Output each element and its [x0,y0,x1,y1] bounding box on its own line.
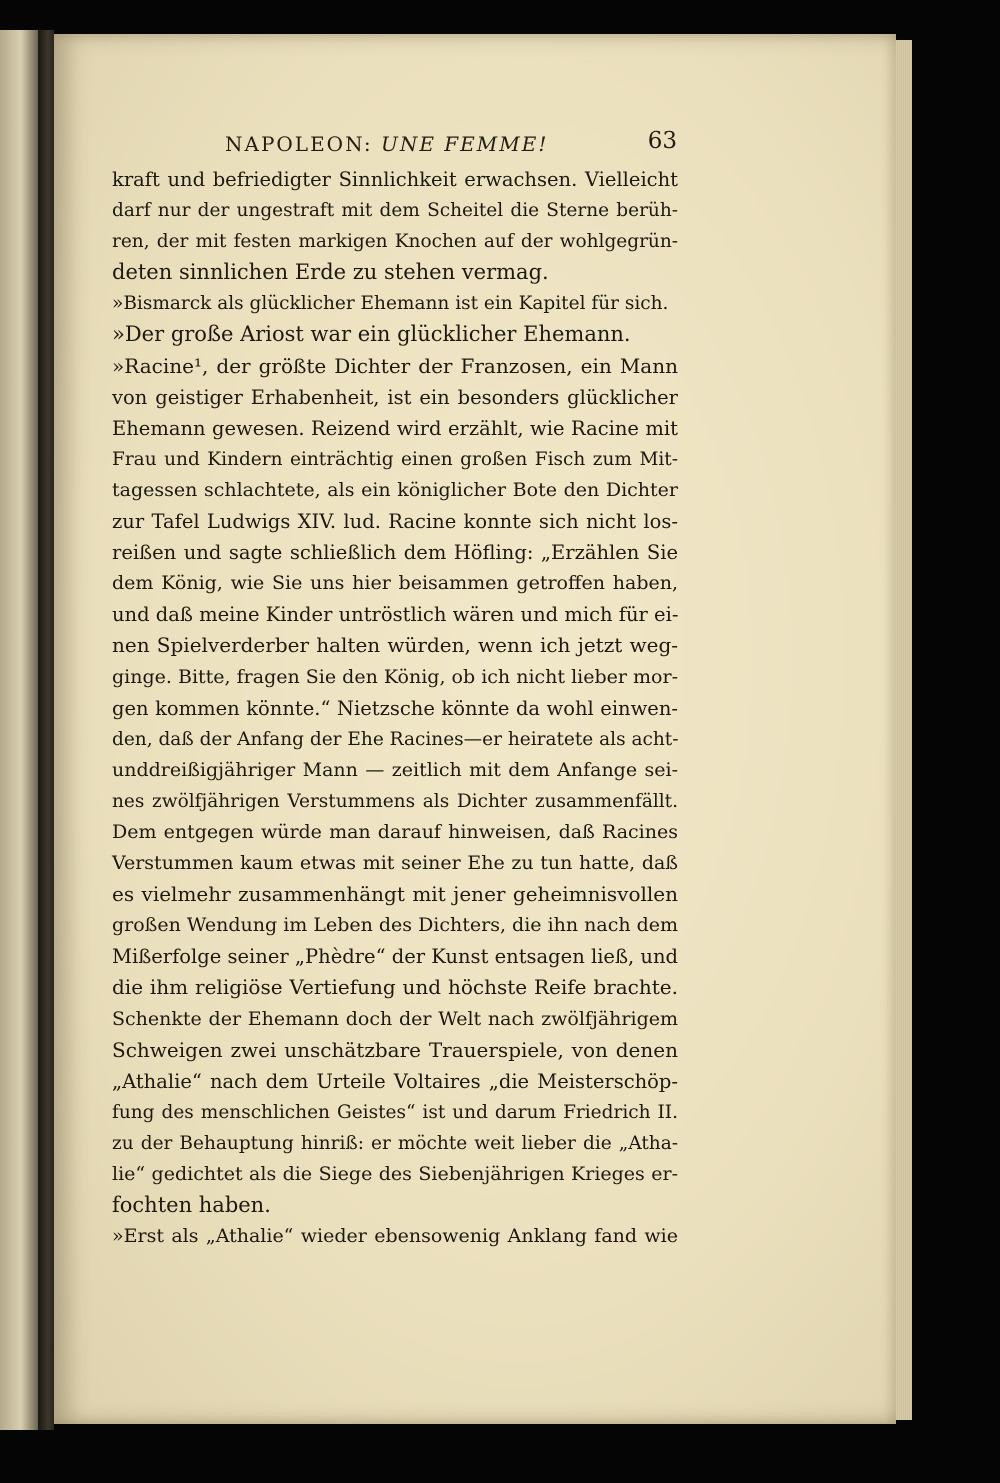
text-line: Verstummen kaum etwas mit seiner Ehe zu tun hatte, daß [112,852,678,875]
text-line: zur Tafel Ludwigs XIV. lud. Racine konnte sich nicht los- [112,510,678,534]
text-line: »Racine¹, der größte Dichter der Franzosen, ein Mann [112,353,678,378]
text-line: »Der große Ariost war ein glücklicher Ehemann. [112,322,631,347]
text-line: lie“ gedichtet als die Siege des Siebenjährigen Krieges er- [112,1163,678,1185]
text-line: den, daß der Anfang der Ehe Racines—er heiratete als acht- [112,728,679,750]
text-line: Dem entgegen würde man darauf hinweisen, daß Racines [112,820,678,843]
text-line: und daß meine Kinder untröstlich wären und mich für ei- [112,603,679,627]
body-text [112,164,678,1252]
text-line: großen Wendung im Leben des Dichters, die ihn nach dem [112,914,679,937]
text-line: es vielmehr zusammenhängt mit jener geheimnisvollen [112,882,678,907]
text-line: „Athalie“ nach dem Urteile Voltaires „die Meisterschöp- [112,1069,678,1093]
text-line: Mißerfolge seiner „Phèdre“ der Kunst entsagen ließ, und [112,945,678,969]
text-line: Schweigen zwei unschätzbare Trauerspiele, von denen [112,1037,678,1062]
running-title-italic: UNE FEMME! [380,132,549,156]
running-header [225,128,677,164]
page-number: 63 [647,128,677,154]
text-line: fochten haben. [112,1193,271,1218]
book-gutter [38,30,54,1430]
text-line: reißen und sagte schließlich dem Höfling: „Erzählen Sie [112,541,678,565]
text-line: die ihm religiöse Vertiefung und höchste Reife brachte. [112,975,678,1000]
running-title-caps: NAPOLEON: [225,132,381,156]
text-line: deten sinnlichen Erde zu stehen vermag. [112,260,549,285]
text-line: tagessen schlachtete, als ein königlicher Bote den Dichter [112,478,678,501]
text-line: nen Spielverderber halten würden, wenn ich jetzt weg- [112,633,678,658]
text-line: fung des menschlichen Geistes“ ist und darum Friedrich II. [112,1101,678,1123]
text-line: Frau und Kindern einträchtig einen großen Fisch zum Mit- [112,448,678,470]
text-line: dem König, wie Sie uns hier beisammen getroffen haben, [112,572,678,595]
text-line: von geistiger Erhabenheit, ist ein besonders glücklicher [112,385,678,409]
text-line: Schenkte der Ehemann doch der Welt nach zwölfjährigem [112,1007,678,1030]
text-line: unddreißigjähriger Mann — zeitlich mit dem Anfange sei- [112,758,678,781]
text-line: Ehemann gewesen. Reizend wird erzählt, wie Racine mit [112,416,678,440]
text-line: ren, der mit festen markigen Knochen auf der wohlgegrün- [112,231,678,253]
text-line: kraft und befriedigter Sinnlichkeit erwachsen. Vielleicht [112,168,678,191]
adjacent-page-edge [0,30,38,1430]
text-line: ginge. Bitte, fragen Sie den König, ob ich nicht lieber mor- [112,665,678,688]
text-line: gen kommen könnte.“ Nietzsche könnte da wohl einwen- [112,696,678,720]
text-line: darf nur der ungestraft mit dem Scheitel die Sterne berüh- [112,200,678,222]
text-line: nes zwölfjährigen Verstummens als Dichter zusammenfällt. [112,790,678,812]
page-stack-edge [896,40,912,1420]
text-line: »Erst als „Athalie“ wieder ebensowenig Anklang fand wie [112,1225,678,1248]
text-line: »Bismarck als glücklicher Ehemann ist ein Kapitel für sich. [112,293,669,315]
running-title [225,132,548,156]
text-line: zu der Behauptung hinriß: er möchte weit lieber die „Atha- [112,1132,678,1154]
